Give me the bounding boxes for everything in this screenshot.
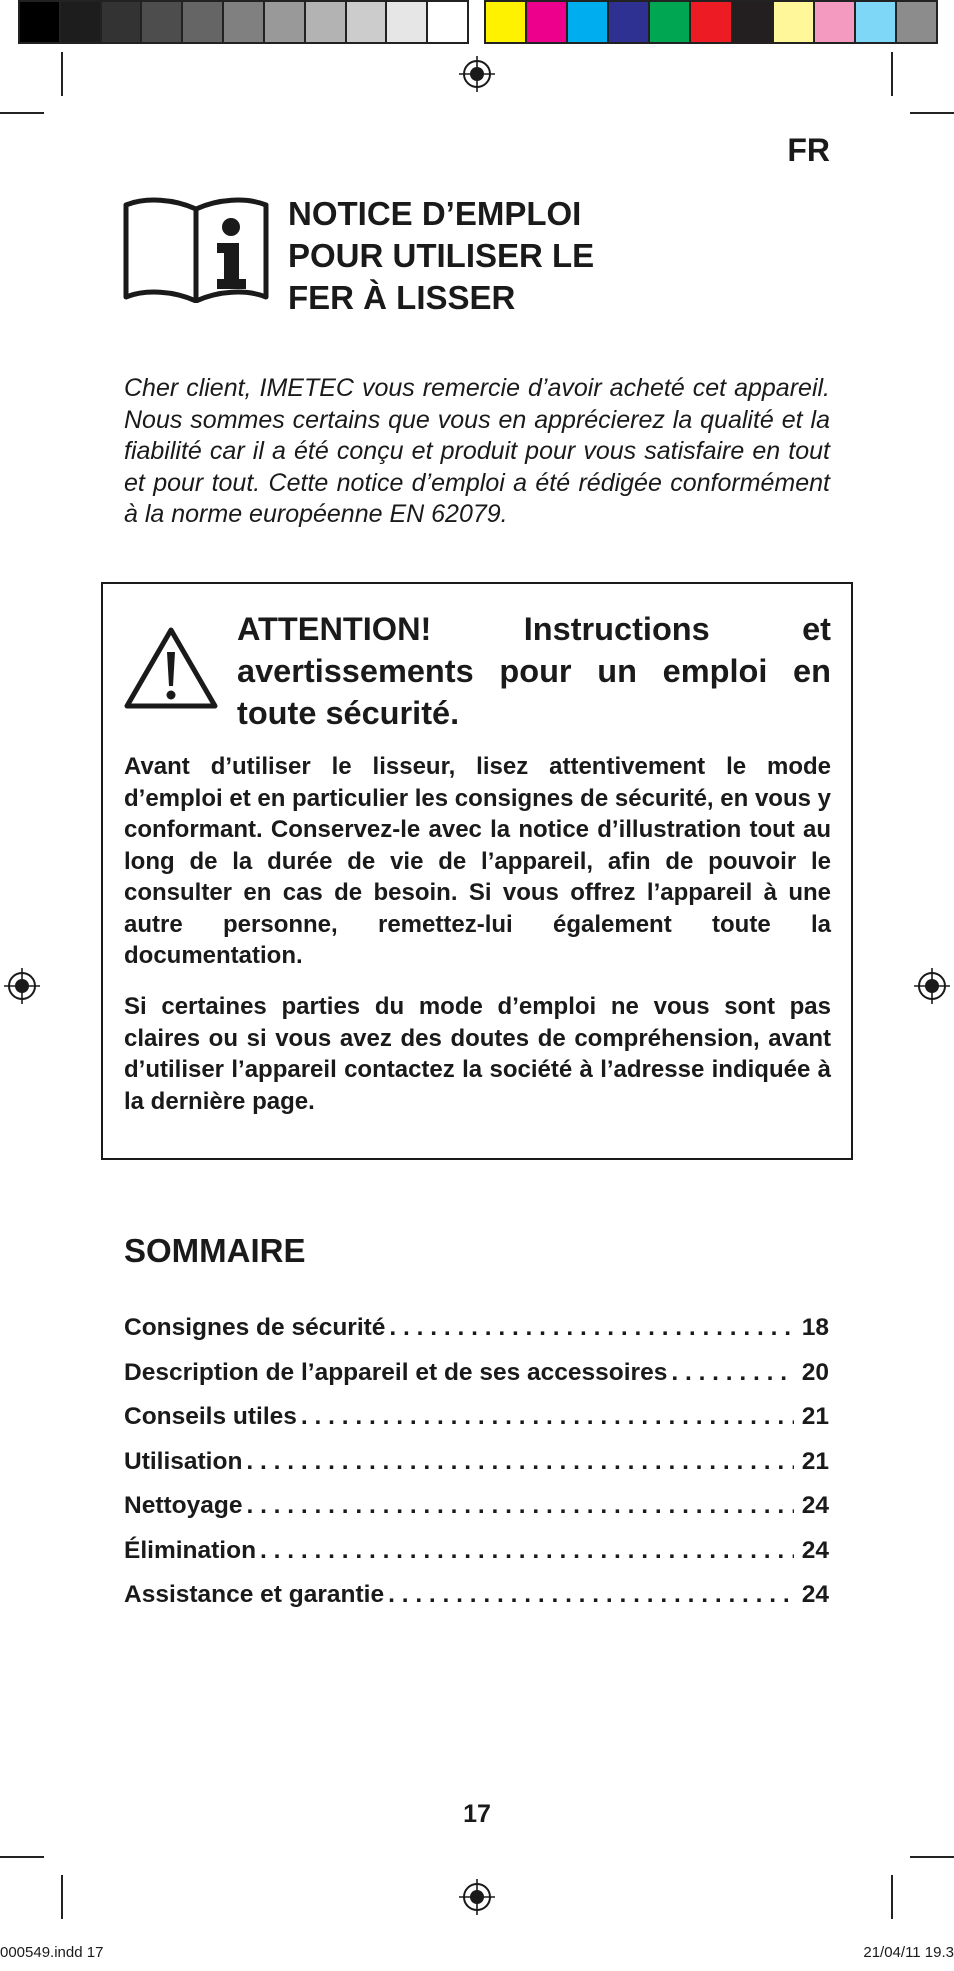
warning-paragraph: Avant d’utiliser le lisseur, lisez attentivement le mode d’emploi et en particulier les consignes de sécurité, en vous y conformant. Conservez-le avec la notice d’illustration tout au long de la durée de vie de l’appareil, afin de pouvoir le consulter en cas de besoin. Si vous offrez l’appareil à une autre personne, remettez-lui également toute la documentation.	[124, 753, 831, 969]
language-tag: FR	[787, 132, 830, 168]
warning-heading-word: Instructions	[523, 611, 710, 647]
slug-timestamp: 21/04/11 19.3	[863, 1944, 954, 1961]
crop-mark	[61, 1875, 63, 1919]
color-swatch	[20, 2, 61, 42]
page-title	[288, 193, 594, 319]
toc-leader	[246, 1446, 793, 1477]
warning-heading	[237, 608, 831, 734]
registration-mark-icon	[2, 966, 42, 1006]
registration-mark-icon	[912, 966, 952, 1006]
color-swatch	[306, 2, 347, 42]
title-line: NOTICE D’EMPLOI	[288, 195, 582, 232]
color-swatch	[265, 2, 306, 42]
toc-entry[interactable]	[124, 1401, 829, 1446]
color-swatch	[568, 2, 609, 42]
crop-mark	[61, 52, 63, 96]
toc-label: Description de l’appareil et de ses accessoires	[124, 1358, 668, 1386]
toc-page: 21	[801, 1447, 829, 1475]
toc-entry[interactable]	[124, 1579, 829, 1624]
toc-entry[interactable]	[124, 1312, 829, 1357]
registration-mark-icon	[457, 54, 497, 94]
color-swatch	[650, 2, 691, 42]
color-swatch	[102, 2, 143, 42]
slug-filename: 000549.indd 17	[0, 1944, 104, 1961]
toc-leader	[260, 1535, 794, 1566]
safety-warning-box	[101, 582, 853, 1160]
intro-paragraph: Cher client, IMETEC vous remercie d’avoir acheté cet appareil. Nous sommes certains que vous en apprécierez la qualité et la fiabilité car il a été conçu et produit pour vous satisfaire en tout et pour tout. Cette notice d’emploi a été rédigée conformément à la norme européenne EN 62079.	[124, 374, 830, 528]
color-swatch	[774, 2, 815, 42]
toc-entry[interactable]	[124, 1490, 829, 1535]
registration-mark-icon	[457, 1877, 497, 1917]
toc-leader	[671, 1357, 793, 1388]
toc-page: 20	[801, 1358, 829, 1386]
toc-leader	[388, 1579, 794, 1610]
toc-leader	[246, 1490, 793, 1521]
grayscale-color-bar	[18, 0, 469, 44]
warning-heading-word: et	[802, 611, 831, 647]
crop-mark	[0, 1856, 44, 1858]
color-swatch	[387, 2, 428, 42]
color-swatch	[733, 2, 774, 42]
toc-label: Élimination	[124, 1536, 257, 1564]
crop-mark	[891, 52, 893, 96]
color-swatch	[527, 2, 568, 42]
color-swatch	[347, 2, 388, 42]
color-swatch	[856, 2, 897, 42]
crop-mark	[910, 1856, 954, 1858]
toc-page: 18	[801, 1314, 829, 1341]
page-number: 17	[463, 1800, 491, 1828]
color-swatch	[61, 2, 102, 42]
crop-mark	[0, 112, 44, 114]
color-swatch	[815, 2, 856, 42]
toc-label: Assistance et garantie	[124, 1581, 385, 1608]
process-color-bar	[484, 0, 938, 44]
toc-page: 21	[801, 1403, 829, 1430]
table-of-contents	[124, 1312, 829, 1624]
color-swatch	[897, 2, 936, 42]
crop-mark	[891, 1875, 893, 1919]
toc-entry[interactable]	[124, 1446, 829, 1491]
color-swatch	[486, 2, 527, 42]
toc-label: Utilisation	[124, 1447, 243, 1475]
toc-title: SOMMAIRE	[124, 1232, 306, 1269]
toc-page: 24	[801, 1492, 829, 1519]
color-swatch	[224, 2, 265, 42]
color-swatch	[142, 2, 183, 42]
toc-label: Conseils utiles	[124, 1403, 297, 1430]
crop-mark	[910, 112, 954, 114]
warning-heading-rest: avertissements pour un emploi en toute sécurité.	[237, 653, 831, 731]
color-swatch	[609, 2, 650, 42]
title-line: FER À LISSER	[288, 279, 516, 316]
color-swatch	[691, 2, 732, 42]
info-book-icon	[122, 193, 270, 303]
toc-label: Nettoyage	[124, 1492, 243, 1519]
toc-page: 24	[801, 1581, 829, 1608]
warning-heading-word: ATTENTION!	[237, 611, 432, 647]
toc-entry[interactable]	[124, 1357, 829, 1402]
color-swatch	[428, 2, 467, 42]
toc-page: 24	[801, 1536, 829, 1564]
toc-entry[interactable]	[124, 1535, 829, 1580]
title-line: POUR UTILISER LE	[288, 237, 595, 274]
warning-triangle-icon	[123, 624, 219, 712]
toc-leader	[389, 1312, 793, 1343]
color-swatch	[183, 2, 224, 42]
toc-label: Consignes de sécurité	[124, 1314, 386, 1341]
toc-leader	[301, 1401, 794, 1432]
warning-paragraph: Si certaines parties du mode d’emploi ne vous sont pas claires ou si vous avez des doutes de compréhension, avant d’utiliser l’appareil contactez la société à l’adresse indiquée à la dernière page.	[124, 993, 831, 1115]
